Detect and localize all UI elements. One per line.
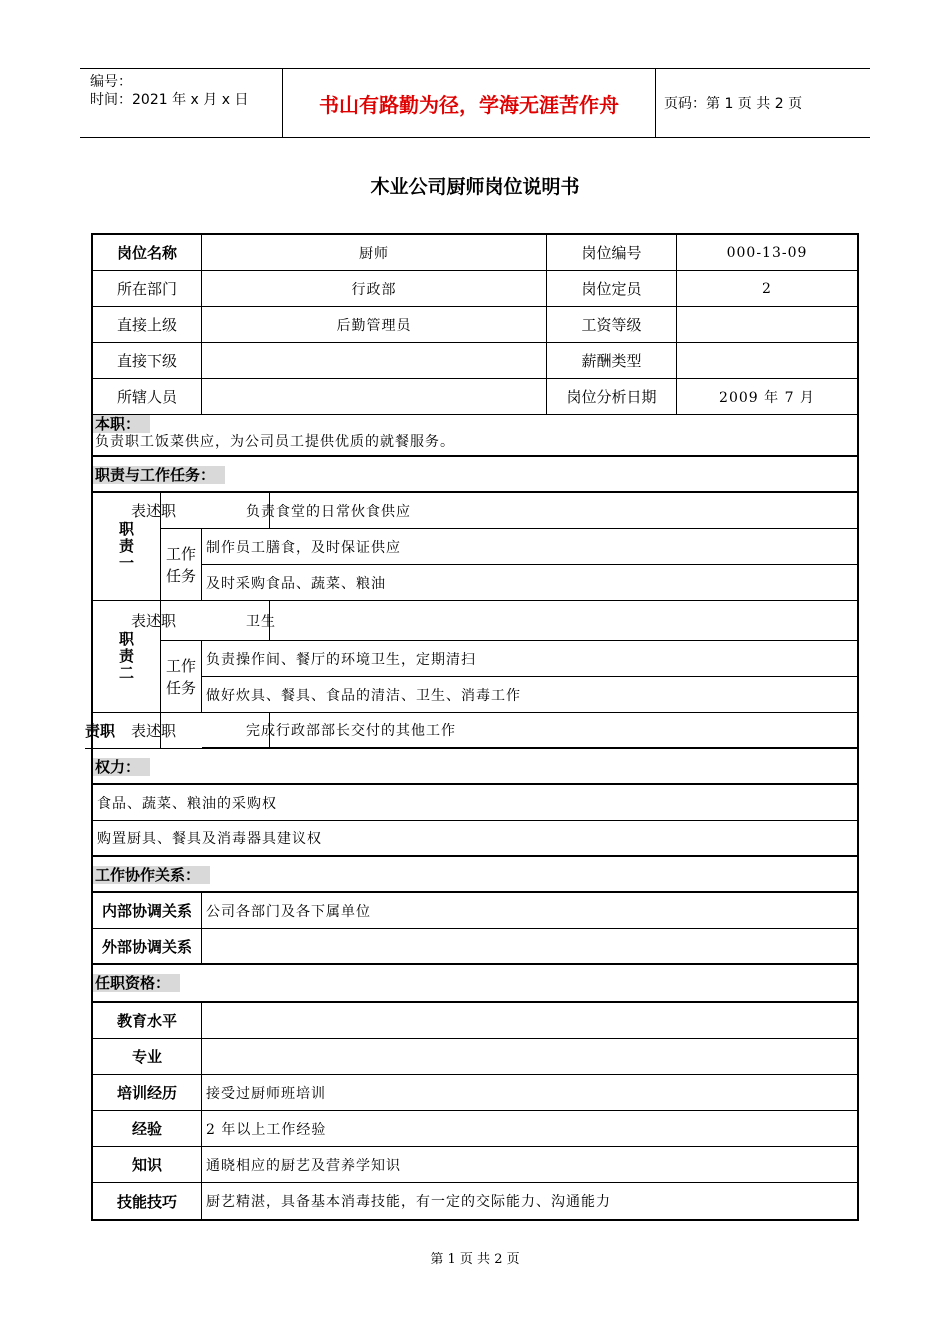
position-name-label: 岗位名称 xyxy=(93,235,202,271)
superior-value: 后勤管理员 xyxy=(202,307,547,343)
qual-value-experience: 2 年以上工作经验 xyxy=(202,1111,857,1147)
position-code-label: 岗位编号 xyxy=(547,235,677,271)
dept-value: 行政部 xyxy=(202,271,547,307)
job-description-form xyxy=(85,233,859,1221)
power-item-1: 食品、蔬菜、粮油的采购权 xyxy=(93,785,857,821)
internal-relations-label: 内部协调关系 xyxy=(93,893,202,929)
qual-label-experience: 经验 xyxy=(93,1111,202,1147)
code-label: 编号： xyxy=(90,74,132,90)
duty-two-label: 职责二 xyxy=(93,601,161,713)
duty-two-desc-label: 表述 职 xyxy=(161,601,270,641)
header-motto: 书山有路勤为径，学海无涯苦作舟 xyxy=(282,69,656,137)
duty-one-desc: 负责食堂的日常伙食供应 xyxy=(202,493,857,529)
qual-label-training: 培训经历 xyxy=(93,1075,202,1111)
duty-one-task-2: 及时采购食品、蔬菜、粮油 xyxy=(202,565,857,601)
qual-value-education xyxy=(202,1003,857,1039)
duty-one-desc-label: 表述 职 xyxy=(161,493,270,529)
duty-two-task-2: 做好炊具、餐具、食品的清洁、卫生、消毒工作 xyxy=(202,677,857,713)
dept-label: 所在部门 xyxy=(93,271,202,307)
analysis-date-label: 岗位分析日期 xyxy=(547,379,677,415)
subordinate-value xyxy=(202,343,547,379)
analysis-date-value: 2009 年 7 月 xyxy=(677,379,857,415)
salary-type-value xyxy=(677,343,857,379)
subordinate-label: 直接下级 xyxy=(93,343,202,379)
managed-label: 所辖人员 xyxy=(93,379,202,415)
duty-one-label: 职责一 xyxy=(93,493,161,601)
salary-grade-value xyxy=(677,307,857,343)
position-code-value: 000-13-09 xyxy=(677,235,857,271)
salary-type-label: 薪酬类型 xyxy=(547,343,677,379)
qual-value-knowledge: 通晓相应的厨艺及营养学知识 xyxy=(202,1147,857,1183)
position-name-value: 厨师 xyxy=(202,235,547,271)
qualifications-heading: 任职资格： xyxy=(93,965,857,1003)
page-footer: 第 1 页 共 2 页 xyxy=(430,1252,520,1267)
qual-label-education: 教育水平 xyxy=(93,1003,202,1039)
relations-heading: 工作协作关系： xyxy=(93,857,857,893)
duty-two-tasks-label: 工作任务 xyxy=(161,641,202,713)
quota-label: 岗位定员 xyxy=(547,271,677,307)
qual-label-skills: 技能技巧 xyxy=(93,1183,202,1219)
external-relations-value xyxy=(202,929,857,965)
powers-heading: 权力： xyxy=(93,749,857,785)
quota-value: 2 xyxy=(677,271,857,307)
managed-value xyxy=(202,379,547,415)
external-relations-label: 外部协调关系 xyxy=(93,929,202,965)
power-item-2: 购置厨具、餐具及消毒器具建议权 xyxy=(93,821,857,857)
duty-one-task-1: 制作员工膳食，及时保证供应 xyxy=(202,529,857,565)
duty-extra-desc-label: 表述 职 xyxy=(161,713,270,749)
internal-relations-value: 公司各部门及各下属单位 xyxy=(202,893,857,929)
qual-value-training: 接受过厨师班培训 xyxy=(202,1075,857,1111)
duty-extra-desc: 完成行政部部长交付的其他工作 xyxy=(202,713,857,749)
duty-one-tasks-label: 工作任务 xyxy=(161,529,202,601)
salary-grade-label: 工资等级 xyxy=(547,307,677,343)
document-title: 木业公司厨师岗位说明书 xyxy=(370,176,580,198)
header-page-info: 页码：第 1 页 共 2 页 xyxy=(664,96,803,112)
summary-text: 负责职工饭菜供应，为公司员工提供优质的就餐服务。 xyxy=(95,434,455,450)
summary-heading: 本职： xyxy=(93,415,857,433)
qual-value-skills: 厨艺精湛，具备基本消毒技能，有一定的交际能力、沟通能力 xyxy=(206,1194,611,1210)
duty-two-task-1: 负责操作间、餐厅的环境卫生，定期清扫 xyxy=(202,641,857,677)
summary-section xyxy=(93,415,857,457)
time-label: 时间：2021 年 x 月 x 日 xyxy=(90,92,249,108)
duty-extra-label: 责职 xyxy=(85,713,161,749)
page-header xyxy=(80,68,870,138)
qual-value-major xyxy=(202,1039,857,1075)
qual-label-major: 专业 xyxy=(93,1039,202,1075)
header-left xyxy=(80,69,280,137)
superior-label: 直接上级 xyxy=(93,307,202,343)
duty-two-desc: 卫生 xyxy=(202,601,857,641)
duties-heading: 职责与工作任务： xyxy=(93,457,857,493)
qual-label-knowledge: 知识 xyxy=(93,1147,202,1183)
